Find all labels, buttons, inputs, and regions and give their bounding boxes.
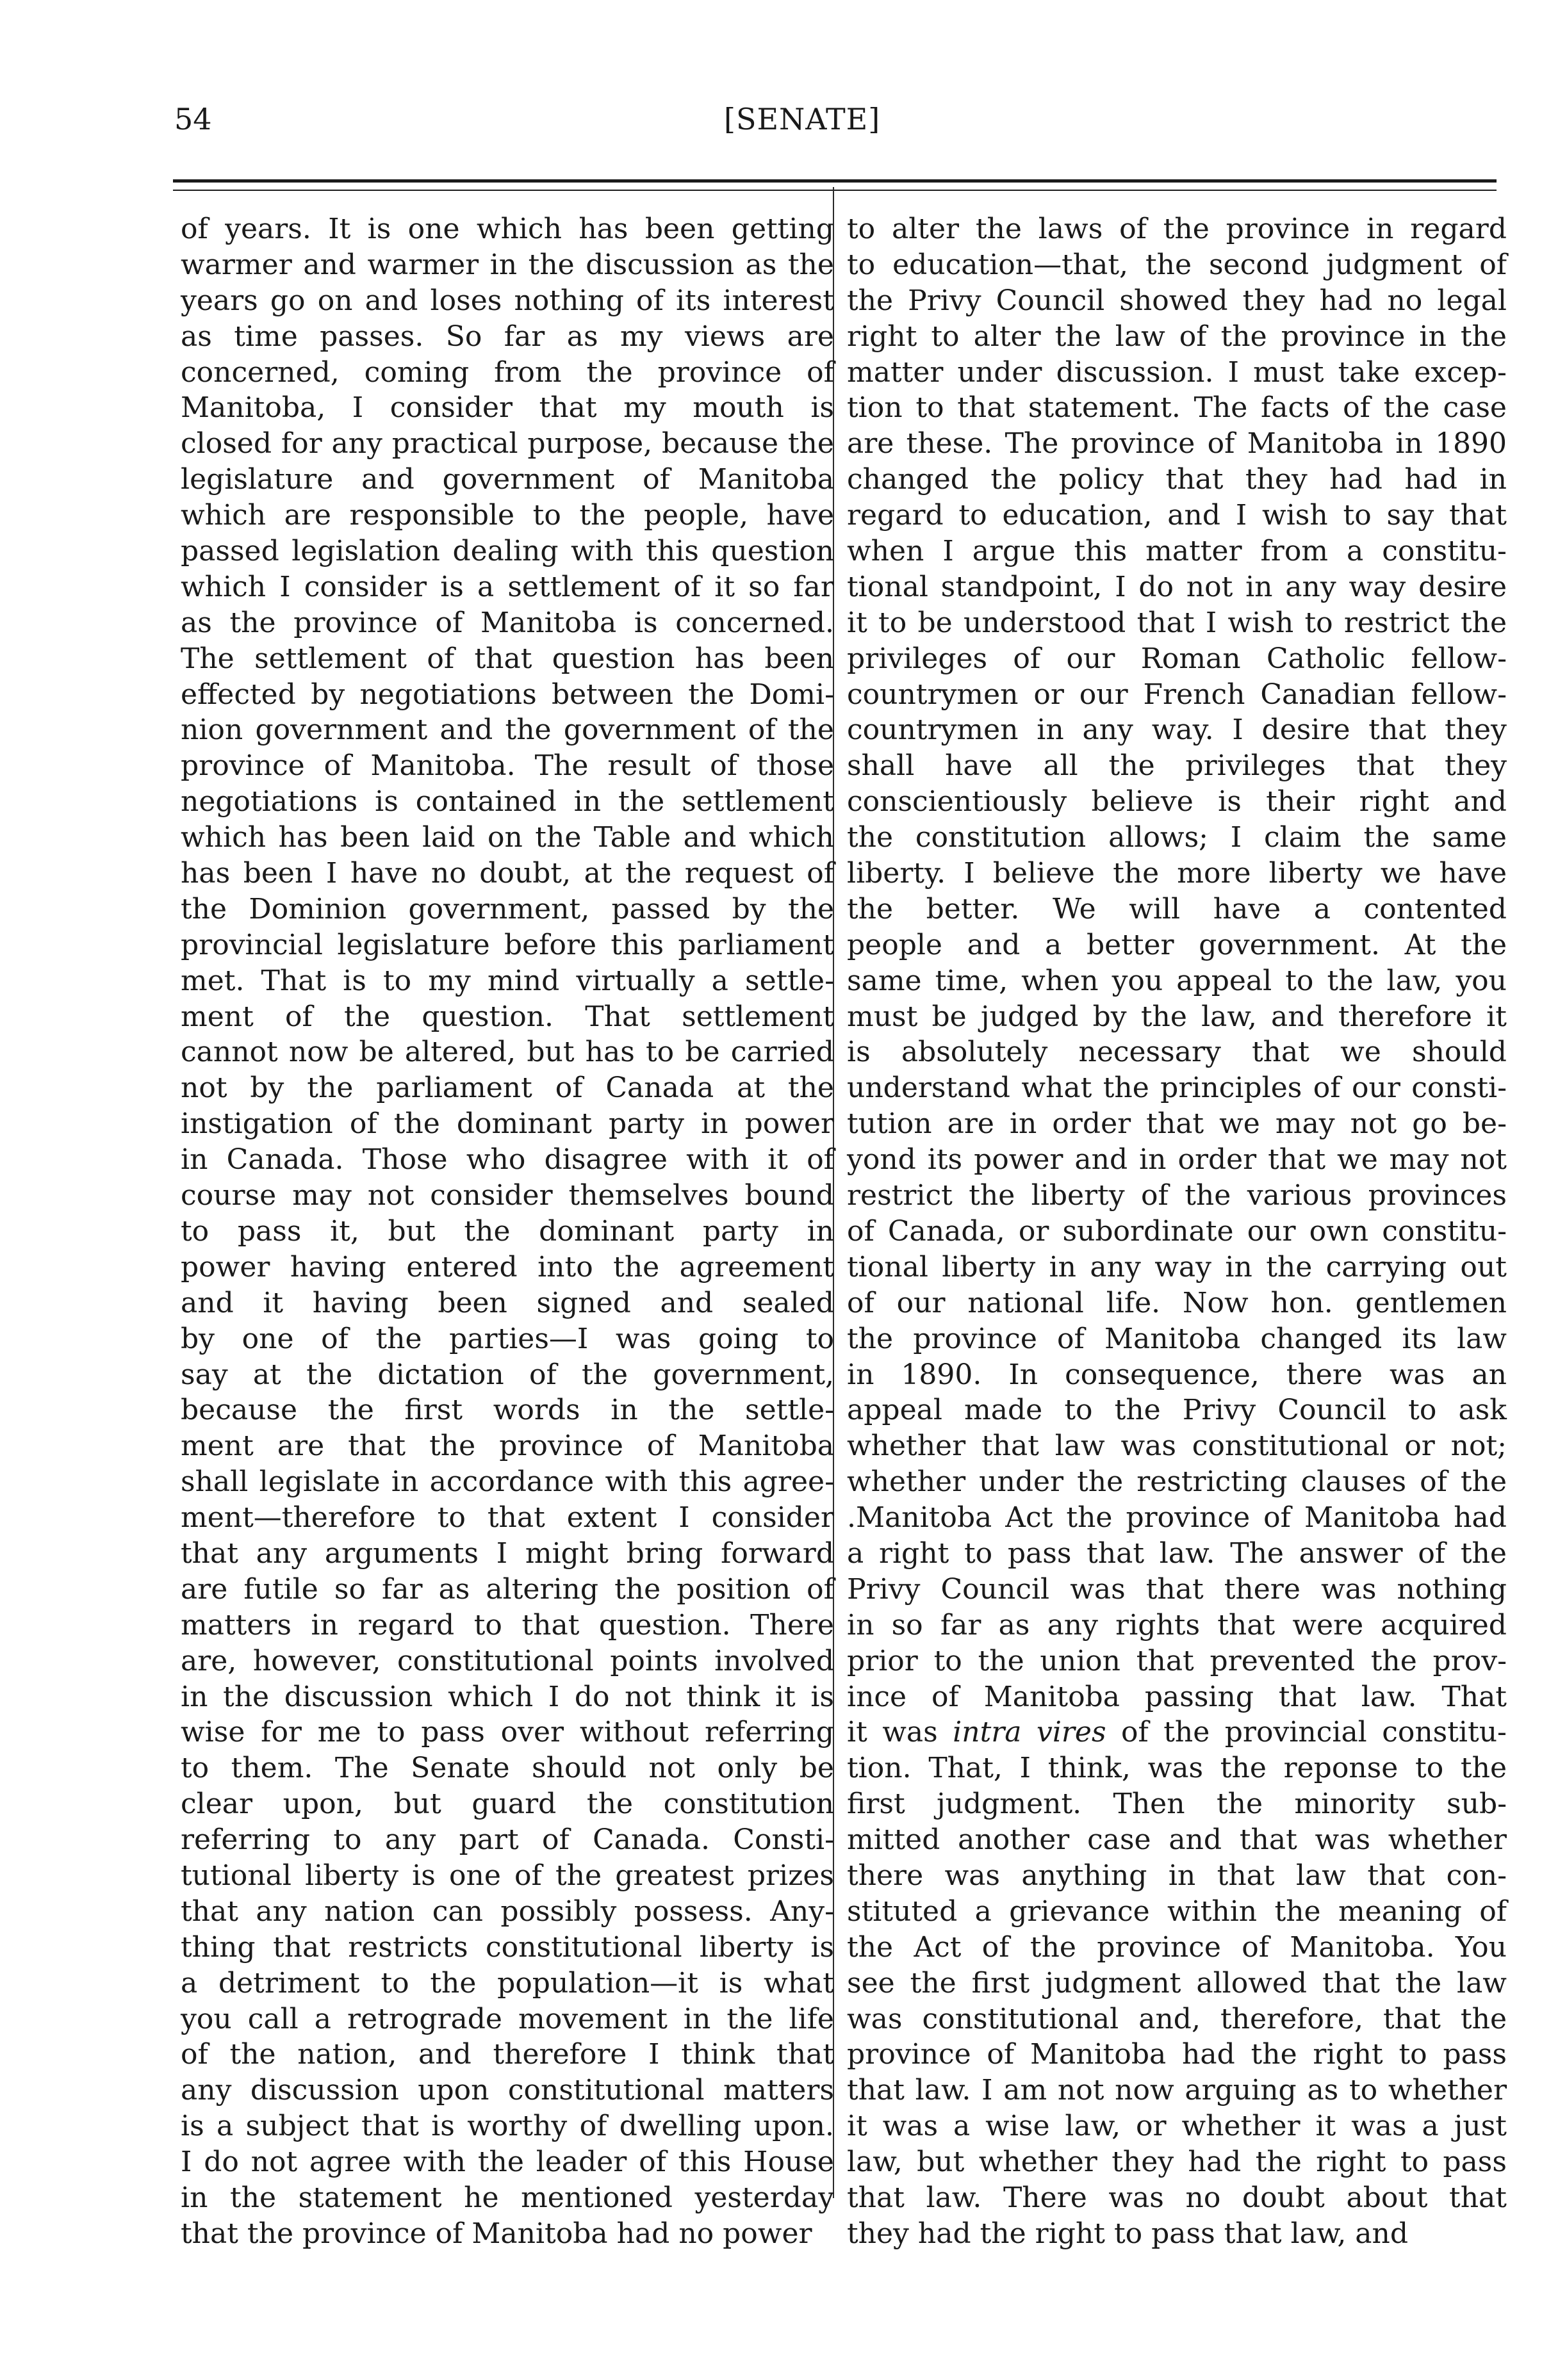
text-line: in Canada. Those who disagree with it of xyxy=(181,1143,834,1177)
text-line: it to be understood that I wish to restrict the xyxy=(847,606,1507,639)
text-line: because the first words in the settle- xyxy=(181,1394,834,1427)
text-line: liberty. I believe the more liberty we have xyxy=(847,857,1507,890)
text-line: the province of Manitoba changed its law xyxy=(847,1322,1507,1355)
text-line: countrymen or our French Canadian fellow- xyxy=(847,678,1507,711)
text-line: tion. That, I think, was the reponse to the xyxy=(847,1752,1507,1785)
text-line: matters in regard to that question. There xyxy=(181,1608,834,1642)
text-line: is a subject that is worthy of dwelling upon. xyxy=(181,2110,834,2143)
text-line: understand what the principles of our consti- xyxy=(847,1072,1507,1105)
text-line: and it having been signed and sealed xyxy=(181,1286,834,1319)
text-line: clear upon, but guard the constitution xyxy=(181,1788,834,1821)
text-line: mitted another case and that was whether xyxy=(847,1823,1507,1857)
text-line: say at the dictation of the government, xyxy=(181,1358,834,1391)
text-line: nion government and the government of the xyxy=(181,713,834,747)
text-line: was constitutional and, therefore, that the xyxy=(847,2002,1507,2035)
text-line: which has been laid on the Table and which xyxy=(181,821,834,854)
header-rule-thick xyxy=(173,179,1497,183)
text-line: instigation of the dominant party in power xyxy=(181,1107,834,1141)
text-line: that the province of Manitoba had no power xyxy=(181,2217,812,2250)
text-line: that law. There was no doubt about that xyxy=(847,2181,1507,2214)
text-line: in the statement he mentioned yesterday xyxy=(181,2181,834,2214)
text-line: must be judged by the law, and therefore it xyxy=(847,1000,1507,1033)
text-line: Manitoba, I consider that my mouth is xyxy=(181,391,834,425)
text-line: conscientiously believe is their right and xyxy=(847,785,1507,819)
text-line: prior to the union that prevented the prov- xyxy=(847,1644,1507,1677)
text-line: you call a retrograde movement in the life xyxy=(181,2002,834,2035)
text-line: shall legislate in accordance with this agree- xyxy=(181,1465,834,1499)
text-line: I do not agree with the leader of this House xyxy=(181,2146,834,2179)
text-line: are these. The province of Manitoba in 1890 xyxy=(847,427,1507,461)
text-line: warmer and warmer in the discussion as the xyxy=(181,248,834,281)
text-line: province of Manitoba had the right to pass xyxy=(847,2038,1507,2071)
text-line: they had the right to pass that law, and xyxy=(847,2217,1409,2250)
text-line: when I argue this matter from a constitu- xyxy=(847,535,1507,568)
text-line: the better. We will have a contented xyxy=(847,892,1507,925)
text-line: ince of Manitoba passing that law. That xyxy=(847,1680,1507,1713)
text-line: first judgment. Then the minority sub- xyxy=(847,1788,1507,1821)
text-line: it was a wise law, or whether it was a just xyxy=(847,2110,1507,2143)
text-line: of Canada, or subordinate our own constitu- xyxy=(847,1214,1507,1248)
text-line: appeal made to the Privy Council to ask xyxy=(847,1394,1507,1427)
running-head: [SENATE] xyxy=(724,102,881,136)
text-line: law, but whether they had the right to pass xyxy=(847,2146,1507,2179)
text-line: tion to that statement. The facts of the case xyxy=(847,391,1507,425)
text-line: see the first judgment allowed that the law xyxy=(847,1966,1507,2000)
text-line: to alter the laws of the province in regard xyxy=(847,213,1507,245)
text-line: same time, when you appeal to the law, you xyxy=(847,964,1507,997)
text-line: .Manitoba Act the province of Manitoba had xyxy=(847,1501,1507,1535)
text-line: to them. The Senate should not only be xyxy=(181,1752,834,1785)
left-column xyxy=(181,211,834,2250)
text-line: restrict the liberty of the various provinces xyxy=(847,1179,1507,1212)
text-line: whether that law was constitutional or not; xyxy=(847,1430,1507,1463)
text-line: tional liberty in any way in the carrying out xyxy=(847,1250,1507,1284)
text-line: to pass it, but the dominant party in xyxy=(181,1214,834,1248)
text-line: years go on and loses nothing of its interest xyxy=(181,284,834,317)
text-line: shall have all the privileges that they xyxy=(847,749,1507,783)
text-line: matter under discussion. I must take excep- xyxy=(847,355,1507,389)
text-line: a right to pass that law. The answer of the xyxy=(847,1536,1507,1570)
text-line: the Privy Council showed they had no legal xyxy=(847,284,1507,317)
text-line: power having entered into the agreement xyxy=(181,1250,834,1284)
text-line: The settlement of that question has been xyxy=(181,642,834,675)
text-line: provincial legislature before this parliament xyxy=(181,928,834,961)
text-line: referring to any part of Canada. Consti- xyxy=(181,1823,834,1857)
text-line: that law. I am not now arguing as to whether xyxy=(847,2074,1507,2107)
text-line: wise for me to pass over without referring xyxy=(181,1716,834,1749)
text-line: tution are in order that we may not go be- xyxy=(847,1107,1507,1141)
text-line: stituted a grievance within the meaning of xyxy=(847,1895,1507,1928)
text-line: thing that restricts constitutional liberty is xyxy=(181,1930,834,1964)
text-line: people and a better government. At the xyxy=(847,928,1507,961)
text-line: tional standpoint, I do not in any way desire xyxy=(847,570,1507,603)
text-line: as time passes. So far as my views are xyxy=(181,320,834,353)
text-line: of our national life. Now hon. gentlemen xyxy=(847,1286,1507,1319)
text-line: in the discussion which I do not think it is xyxy=(181,1680,834,1713)
text-line: whether under the restricting clauses of the xyxy=(847,1465,1507,1499)
text-line: tutional liberty is one of the greatest prizes xyxy=(181,1859,834,1892)
text-line: regard to education, and I wish to say that xyxy=(847,499,1507,532)
header-rule-thin xyxy=(173,190,1497,191)
text-line: as the province of Manitoba is concerned. xyxy=(181,606,834,639)
text-line: has been I have no doubt, at the request of xyxy=(181,857,834,890)
text-line: by one of the parties—I was going to xyxy=(181,1322,834,1355)
text-line: met. That is to my mind virtually a settle- xyxy=(181,964,834,997)
text-line: are, however, constitutional points involved xyxy=(181,1644,834,1677)
text-line: is absolutely necessary that we should xyxy=(847,1036,1507,1069)
text-line: which are responsible to the people, have xyxy=(181,499,834,532)
text-line: countrymen in any way. I desire that they xyxy=(847,713,1507,747)
right-column xyxy=(847,211,1507,2250)
text-line: in so far as any rights that were acquired xyxy=(847,1608,1507,1642)
text-line: right to alter the law of the province in the xyxy=(847,320,1507,353)
text-line: course may not consider themselves bound xyxy=(181,1179,834,1212)
text-line: any discussion upon constitutional matters xyxy=(181,2074,834,2107)
text-line: concerned, coming from the province of xyxy=(181,355,834,389)
text-line: the Dominion government, passed by the xyxy=(181,892,834,925)
text-line: negotiations is contained in the settlement xyxy=(181,785,834,819)
text-line: passed legislation dealing with this question xyxy=(181,535,834,568)
text-line: not by the parliament of Canada at the xyxy=(181,1072,834,1105)
text-line: ment are that the province of Manitoba xyxy=(181,1430,834,1463)
text-line: which I consider is a settlement of it so far xyxy=(181,570,834,603)
text-line: the constitution allows; I claim the same xyxy=(847,821,1507,854)
text-line: the Act of the province of Manitoba. You xyxy=(847,1930,1507,1964)
text-line: of years. It is one which has been getting xyxy=(181,213,834,245)
text-line: yond its power and in order that we may not xyxy=(847,1143,1507,1177)
text-line: legislature and government of Manitoba xyxy=(181,463,834,496)
text-line: cannot now be altered, but has to be carried xyxy=(181,1036,834,1069)
text-line: closed for any practical purpose, because the xyxy=(181,427,834,461)
text-line: are futile so far as altering the position of xyxy=(181,1572,834,1606)
text-line: it was intra vires of the provincial constitu- xyxy=(847,1716,1507,1749)
text-line: that any nation can possibly possess. Any- xyxy=(181,1895,834,1928)
text-line: ment—therefore to that extent I consider xyxy=(181,1501,834,1535)
text-line: effected by negotiations between the Domi- xyxy=(181,678,834,711)
text-line: in 1890. In consequence, there was an xyxy=(847,1358,1507,1391)
text-line: changed the policy that they had had in xyxy=(847,463,1507,496)
text-line: province of Manitoba. The result of those xyxy=(181,749,834,783)
text-line: Privy Council was that there was nothing xyxy=(847,1572,1507,1606)
text-line: there was anything in that law that con- xyxy=(847,1859,1507,1892)
text-line: to education—that, the second judgment of xyxy=(847,248,1507,281)
text-line: ment of the question. That settlement xyxy=(181,1000,834,1033)
text-line: privileges of our Roman Catholic fellow- xyxy=(847,642,1507,675)
text-line: of the nation, and therefore I think that xyxy=(181,2038,834,2071)
text-line: a detriment to the population—it is what xyxy=(181,1966,834,2000)
page-number: 54 xyxy=(174,102,212,136)
text-line: that any arguments I might bring forward xyxy=(181,1536,834,1570)
